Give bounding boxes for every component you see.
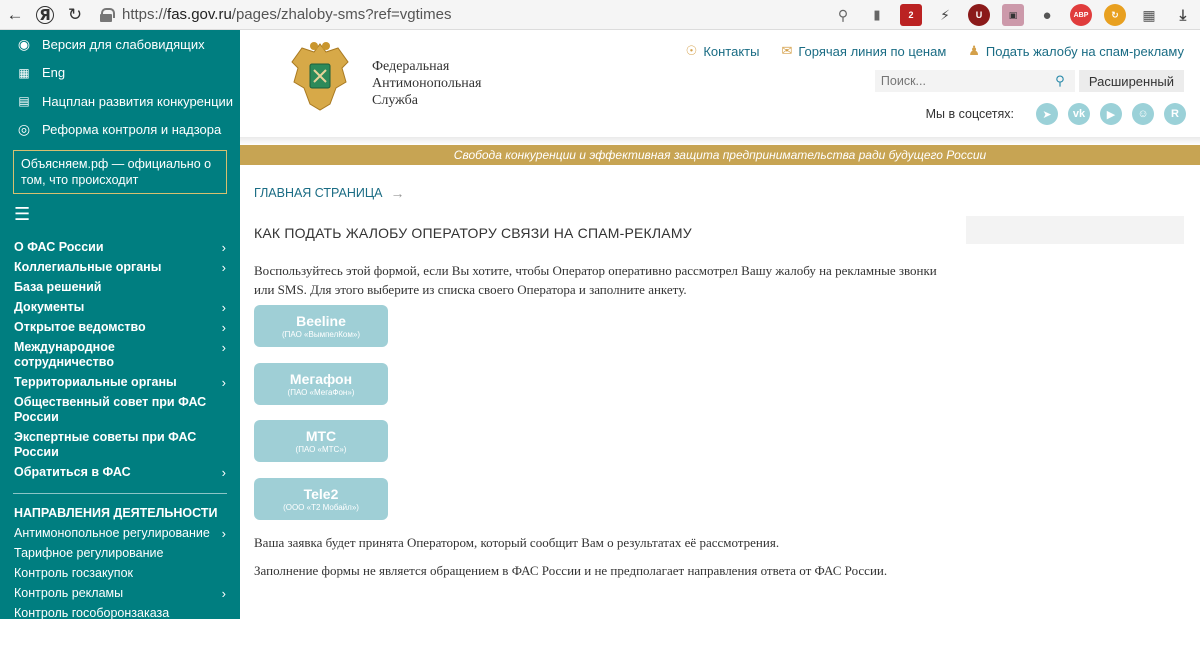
chevron-right-icon: ›: [221, 375, 226, 390]
menu-item-label: Общественный совет при ФАС России: [14, 395, 207, 424]
note-disclaimer: Заполнение формы не является обращением в ФАС России и не предполагает направления ответа от ФАС России.: [254, 563, 888, 578]
right-sidebar-box: [966, 216, 1184, 244]
menu-item-about[interactable]: [0, 238, 240, 258]
operator-name: Beeline: [296, 312, 346, 329]
breadcrumb-home-link[interactable]: ГЛАВНАЯ СТРАНИЦА: [254, 186, 383, 200]
operator-company: (ПАО «МегаФон»): [287, 387, 355, 397]
eye-icon: ◉: [17, 35, 31, 52]
directions-menu: [0, 524, 240, 659]
reload-icon[interactable]: ↻: [67, 4, 83, 24]
directions-title: НАПРАВЛЕНИЯ ДЕЯТЕЛЬНОСТИ: [14, 506, 218, 520]
document-icon: ▤: [18, 94, 30, 109]
search-input[interactable]: [875, 70, 1045, 92]
menu-item-label: Открытое ведомство: [14, 320, 146, 334]
chevron-right-icon: ›: [221, 240, 226, 255]
direction-label: Контроль гособоронзаказа: [14, 606, 170, 620]
sync-icon[interactable]: ↻: [1104, 4, 1126, 26]
sidebar-link-label: Eng: [42, 65, 66, 81]
menu-item-label: Международное сотрудничество: [14, 340, 115, 369]
site-header: [240, 30, 1200, 145]
menu-item-documents[interactable]: [0, 298, 240, 318]
hotline-label: Горячая линия по ценам: [798, 43, 947, 59]
target-icon: ◎: [17, 121, 31, 138]
spam-complaint-label: Подать жалобу на спам-рекламу: [985, 43, 1184, 59]
operator-company: (ПАО «ВымпелКом»): [282, 329, 360, 339]
chevron-right-icon: ›: [221, 260, 226, 275]
direction-label: Контроль госзакупок: [14, 566, 133, 580]
url-host: fas.gov.ru: [167, 6, 232, 23]
uk-flag-icon: ▦: [18, 65, 30, 80]
org-name-line: Служба: [372, 93, 418, 108]
menu-item-label: Документы: [14, 300, 85, 314]
vk-icon[interactable]: vk: [1068, 103, 1090, 125]
advanced-search-button[interactable]: Расширенный: [1079, 70, 1184, 92]
menu-item-decisions[interactable]: [0, 278, 240, 298]
direction-label: Тарифное регулирование: [14, 546, 164, 560]
search-page-icon[interactable]: ⚲: [837, 6, 849, 23]
menu-item-territorial[interactable]: [0, 373, 240, 393]
menu-item-label: Обратиться в ФАС: [14, 465, 131, 479]
puzzle-icon[interactable]: ▦: [1142, 6, 1156, 23]
search-icon[interactable]: ⚲: [1045, 70, 1075, 92]
menu-item-label: Коллегиальные органы: [14, 260, 162, 274]
note-response: Ваша заявка будет принята Оператором, который сообщит Вам о результатах её рассмотрения.: [254, 535, 780, 550]
organization-name[interactable]: [372, 58, 481, 109]
telegram-icon[interactable]: ➤: [1036, 103, 1058, 125]
extensions-area: [826, 0, 1200, 30]
chevron-right-icon: ›: [221, 300, 226, 315]
menu-item-open-agency[interactable]: [0, 318, 240, 338]
menu-item-label: О ФАС России: [14, 240, 104, 254]
operator-button-tele2[interactable]: [254, 478, 388, 520]
url-path: /pages/zhaloby-sms?ref=vgtimes: [231, 6, 452, 23]
spam-complaint-link[interactable]: [968, 43, 1184, 59]
rutube-icon[interactable]: R: [1164, 103, 1186, 125]
operator-button-mts[interactable]: [254, 420, 388, 462]
chevron-right-icon: ›: [221, 320, 226, 335]
menu-item-public-council[interactable]: [0, 393, 240, 428]
youtube-icon[interactable]: ▶: [1100, 103, 1122, 125]
menu-item-label: Экспертные советы при ФАС России: [14, 430, 197, 459]
adblock-plus-icon[interactable]: [1070, 4, 1092, 26]
browser-toolbar: [0, 0, 1200, 30]
direction-advertising[interactable]: [0, 584, 240, 604]
coat-of-arms-logo[interactable]: [290, 38, 350, 114]
sidebar-link-accessibility[interactable]: [0, 30, 240, 59]
direction-defense-order[interactable]: [0, 604, 240, 624]
yandex-icon[interactable]: Я: [36, 6, 54, 24]
header-shadow: [240, 137, 1200, 145]
operator-button-beeline[interactable]: [254, 305, 388, 347]
chevron-right-icon: ›: [221, 465, 226, 480]
direction-procurement[interactable]: [0, 564, 240, 584]
search-bar: [875, 70, 1184, 92]
direction-tariff[interactable]: [0, 544, 240, 564]
hotline-link[interactable]: [781, 43, 946, 59]
breadcrumb: [254, 185, 405, 201]
location-pin-icon: ☉: [685, 43, 698, 58]
sidebar-link-english[interactable]: [0, 59, 240, 88]
arrow-right-icon: →: [390, 185, 405, 201]
ok-icon[interactable]: ☺: [1132, 103, 1154, 125]
url-prefix: https://: [122, 6, 168, 23]
sidebar-link-label: Нацплан развития конкуренции: [42, 93, 234, 109]
sidebar-link-natsplan[interactable]: [0, 87, 240, 116]
chevron-right-icon: ›: [221, 586, 226, 601]
back-icon[interactable]: ←: [6, 4, 24, 24]
direction-foreign-investment[interactable]: [0, 624, 240, 659]
direction-label: Контроль иностранных инвестиций: [14, 626, 148, 655]
envelope-icon: ✉: [781, 43, 793, 58]
operator-name: Tele2: [303, 485, 339, 502]
page-title: КАК ПОДАТЬ ЖАЛОБУ ОПЕРАТОРУ СВЯЗИ НА СПАМ-РЕКЛАМУ: [254, 225, 692, 241]
direction-label: Антимонопольное регулирование: [14, 526, 210, 540]
intro-text: Воспользуйтесь этой формой, если Вы хотите, чтобы Оператор оперативно рассмотрел Вашу жалобу на рекламные звонки или SMS. Для этого выберите из списка своего Оператора и заполните анкету.: [254, 263, 937, 297]
menu-item-international[interactable]: [0, 338, 240, 373]
org-name-line: Антимонопольная: [372, 76, 482, 91]
social-label: Мы в соцсетях:: [925, 107, 1014, 121]
explain-link-box[interactable]: Объясняем.рф — официально о том, что происходит: [13, 150, 227, 194]
operator-company: (ООО «Т2 Мобайл»): [283, 502, 359, 512]
ublock-count: 2: [908, 10, 914, 20]
sidebar-link-label: Версия для слабовидящих: [42, 36, 205, 52]
operator-button-megafon[interactable]: [254, 363, 388, 405]
chevron-right-icon: ›: [221, 526, 226, 541]
sidebar-link-reform[interactable]: [0, 116, 240, 145]
screenshot-icon[interactable]: ▣: [1002, 4, 1024, 26]
menu-item-contact-fas[interactable]: [0, 463, 240, 483]
sidebar-link-label: Реформа контроля и надзора: [42, 122, 222, 138]
operator-company: (ПАО «МТС»): [295, 444, 347, 454]
slogan-banner: Свобода конкуренции и эффективная защита предпринимательства ради будущего России: [240, 145, 1200, 165]
bookmark-icon[interactable]: ▮: [873, 7, 881, 22]
menu-item-label: Территориальные органы: [14, 375, 177, 389]
download-icon[interactable]: ⤓: [1179, 6, 1187, 24]
direction-antimonopoly[interactable]: [0, 524, 240, 544]
menu-icon[interactable]: ☰: [14, 204, 31, 224]
lock-icon: [100, 8, 112, 22]
address-bar[interactable]: [100, 6, 451, 23]
org-name-line: Федеральная: [372, 59, 450, 74]
chat-icon[interactable]: ●: [1042, 6, 1052, 24]
chevron-right-icon: ›: [221, 340, 226, 355]
menu-item-collegial[interactable]: [0, 258, 240, 278]
operator-name: Мегафон: [289, 370, 353, 387]
bolt-icon[interactable]: ⚡: [940, 6, 950, 23]
ublock-origin-icon[interactable]: U: [968, 4, 990, 26]
operator-name: МТС: [305, 427, 337, 444]
abp-label: ABP: [1073, 11, 1089, 19]
main-menu: [0, 238, 240, 483]
direction-label: Контроль рекламы: [14, 586, 124, 600]
header-links: [664, 43, 1184, 59]
social-links: [926, 103, 1186, 125]
user-icon: ♟: [968, 43, 980, 58]
menu-item-label: База решений: [14, 280, 102, 294]
sidebar: [0, 30, 240, 655]
contacts-label: Контакты: [703, 43, 760, 59]
ublock-icon[interactable]: [900, 4, 922, 26]
menu-item-expert-councils[interactable]: [0, 428, 240, 463]
contacts-link[interactable]: [686, 43, 760, 59]
